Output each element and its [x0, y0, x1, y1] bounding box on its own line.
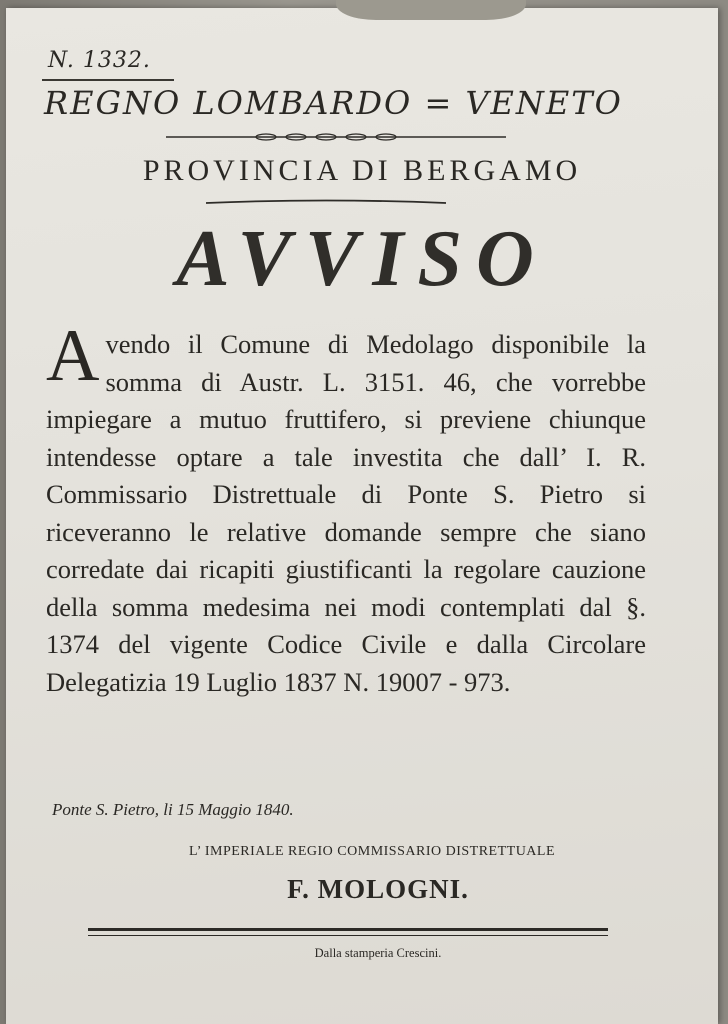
printed-notice-sheet	[6, 8, 718, 1024]
bottom-divider	[88, 928, 608, 936]
document-number: N. 1332.	[48, 48, 151, 73]
ornamental-divider	[166, 132, 506, 142]
signer-title: L’ IMPERIALE REGIO COMMISSARIO DISTRETTUALE	[188, 844, 556, 859]
drop-cap: A	[46, 315, 100, 397]
signer-name: F. MOLOGNI.	[287, 874, 469, 904]
province-divider	[206, 198, 446, 208]
kingdom-heading: REGNO LOMBARDO = VENETO	[44, 84, 623, 122]
notice-body	[46, 315, 646, 701]
torn-edge	[336, 0, 526, 20]
place-and-date: Ponte S. Pietro, li 15 Maggio 1840.	[52, 800, 294, 819]
province-heading: PROVINCIA DI BERGAMO	[142, 154, 582, 187]
notice-body-text: vendo il Comune di Medolago disponibile la somma di Austr. L. 3151. 46, che vorrebbe impiegare a mutuo fruttifero, si previene chiunque intendesse optare a tale investita che dall’ I. R. Commissario Distrettuale di Ponte S. Pietro si riceveranno le relative domande sempre che siano corredate dai ricapiti giustificanti la regolare cauzione della somma medesima nei modi contemplati dal §. 1374 del vigente Codice Civile e dalla Circolare Delegatizia 19 Luglio 1837 N. 19007 - 973.	[46, 329, 646, 697]
number-underline	[42, 79, 174, 81]
printer-imprint: Dalla stamperia Crescini.	[314, 946, 442, 960]
notice-title: AVVISO	[176, 215, 548, 303]
